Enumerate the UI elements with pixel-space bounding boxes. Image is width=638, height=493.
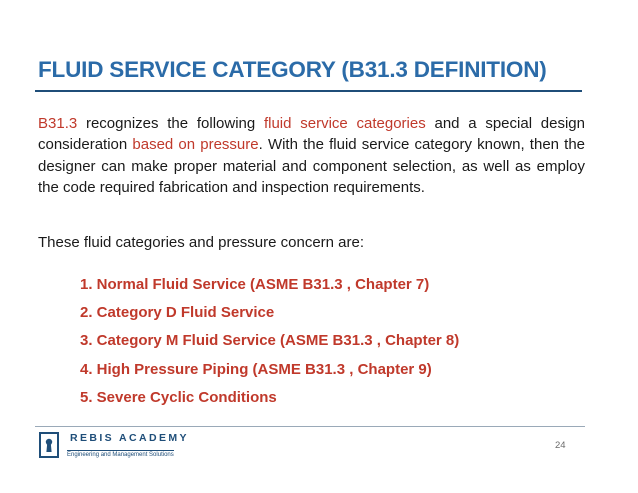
list-item: 2. Category D Fluid Service (80, 304, 275, 322)
brand-name: REBIS ACADEMY (70, 432, 189, 444)
para-segment: B31.3 (38, 115, 78, 132)
para-segment: and a special design consideration (38, 115, 585, 154)
body-paragraph (38, 113, 585, 198)
footer-divider (35, 426, 585, 427)
page-number: 24 (555, 440, 566, 451)
title-underline (35, 90, 582, 92)
slide-title: FLUID SERVICE CATEGORY (B31.3 DEFINITION) (38, 57, 547, 82)
intro-sentence: These fluid categories and pressure concern are: (38, 234, 365, 251)
list-item: 4. High Pressure Piping (ASME B31.3 , Chapter 9) (80, 360, 432, 378)
para-segment: based on pressure (132, 136, 259, 154)
para-segment: recognizes the following (77, 115, 264, 132)
keyhole-shield-icon (39, 432, 59, 458)
list-item: 5. Severe Cyclic Conditions (80, 388, 277, 406)
brand-tagline: Engineering and Management Solutions (67, 452, 174, 458)
category-list (80, 273, 459, 414)
para-segment: fluid service categories (263, 115, 426, 132)
list-item: 3. Category M Fluid Service (ASME B31.3 , Chapter 8) (80, 332, 460, 350)
keyhole-shape (41, 434, 57, 456)
para-segment: . With the fluid service category known, then the designer can make proper material and component selection, as well as employ the code required fabrication and inspection requirements. (38, 136, 586, 196)
list-item: 1. Normal Fluid Service (ASME B31.3 , Chapter 7) (80, 276, 430, 293)
